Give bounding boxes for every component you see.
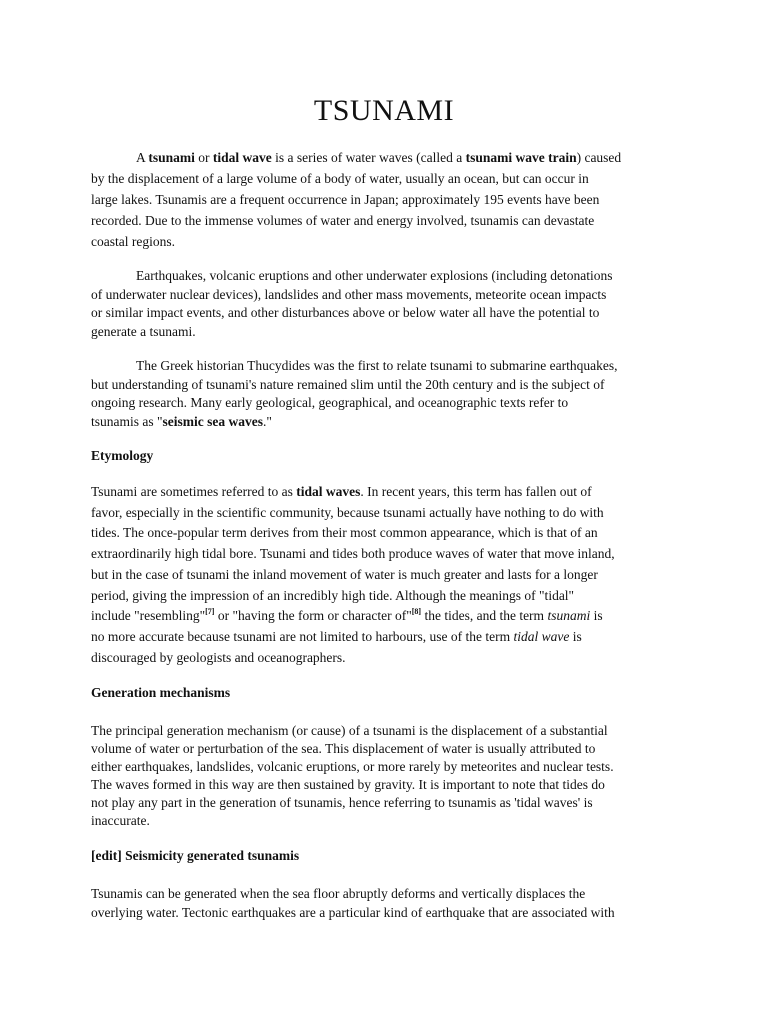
text-line: Earthquakes, volcanic eruptions and other underwater explosions (including detonations xyxy=(136,268,613,283)
text-line: period, giving the impression of an incredibly high tide. Although the meanings of "tidal" xyxy=(91,587,575,603)
page-title: TSUNAMI xyxy=(313,94,455,127)
intro-paragraph xyxy=(91,147,691,252)
section-heading-etymology: Etymology xyxy=(91,448,154,463)
text-line: or similar impact events, and other disturbances above or below water all have the potential to xyxy=(91,305,600,320)
text-line: either earthquakes, landslides, volcanic eruptions, or more rarely by meteorites and nuclear tests. xyxy=(91,759,614,774)
text-line: but in the case of tsunami the inland movement of water is much greater and lasts for a longer xyxy=(91,566,598,582)
etymology-paragraph xyxy=(91,482,691,668)
text-line: A tsunami or tidal wave is a series of water waves (called a tsunami wave train) caused xyxy=(136,150,622,165)
text-line: The principal generation mechanism (or cause) of a tsunami is the displacement of a substantial xyxy=(91,723,608,738)
text-line: large lakes. Tsunamis are a frequent occurrence in Japan; approximately 195 events have been xyxy=(91,192,600,207)
bold-term-wave-train: tsunami wave train xyxy=(465,150,577,165)
text-line: recorded. Due to the immense volumes of water and energy involved, tsunamis can devastate xyxy=(91,213,595,228)
text-line: no more accurate because tsunami are not limited to harbours, use of the term tidal wave is xyxy=(91,628,582,644)
bold-term-seismic-sea-waves: seismic sea waves xyxy=(162,413,263,429)
text-line: overlying water. Tectonic earthquakes are a particular kind of earthquake that are associated with xyxy=(91,905,615,920)
text-line: tides. The once-popular term derives from their most common appearance, which is that of an xyxy=(91,525,598,541)
seismicity-paragraph xyxy=(91,884,691,922)
text-line: The Greek historian Thucydides was the first to relate tsunami to submarine earthquakes, xyxy=(136,358,618,373)
text-line: inaccurate. xyxy=(91,813,150,828)
text-line: volume of water or perturbation of the sea. This displacement of water is usually attributed to xyxy=(91,741,596,756)
history-paragraph xyxy=(91,357,691,431)
text-line: The waves formed in this way are then sustained by gravity. It is important to note that tides do xyxy=(91,777,605,792)
text-line: Tsunami are sometimes referred to as tidal waves. In recent years, this term has fallen out of xyxy=(91,484,592,499)
text-line: by the displacement of a large volume of a body of water, usually an ocean, but can occur in xyxy=(91,171,589,186)
causes-paragraph xyxy=(91,267,691,341)
text-line: of underwater nuclear devices), landslides and other mass movements, meteorite ocean impacts xyxy=(91,286,607,302)
text-line: generate a tsunami. xyxy=(91,323,196,339)
text-line: coastal regions. xyxy=(91,234,175,249)
text-line: favor, especially in the scientific community, because tsunami actually have nothing to do with xyxy=(91,504,604,520)
bold-term-tidal-waves: tidal waves xyxy=(296,484,361,499)
citation-7[interactable]: [7] xyxy=(205,607,215,617)
text-line: discouraged by geologists and oceanographers. xyxy=(91,649,346,665)
generation-paragraph xyxy=(91,722,691,830)
italic-term-tsunami: tsunami xyxy=(547,608,591,624)
bold-term-tidal-wave: tidal wave xyxy=(212,150,272,165)
text-line: ongoing research. Many early geological, geographical, and oceanographic texts refer to xyxy=(91,395,569,410)
text-line: include "resembling"[7] or "having the form or character of"[8] the tides, and the term tsunami is xyxy=(91,607,603,624)
text-line: tsunamis as "seismic sea waves." xyxy=(91,413,272,429)
italic-term-tidal-wave: tidal wave xyxy=(513,628,570,644)
text-line: but understanding of tsunami's nature remained slim until the 20th century and is the subject of xyxy=(91,376,605,392)
citation-8[interactable]: [8] xyxy=(411,607,422,617)
text-line: not play any part in the generation of tsunamis, hence referring to tsunamis as 'tidal waves' is xyxy=(91,795,593,810)
bold-term-tsunami: tsunami xyxy=(148,150,195,165)
text-line: Tsunamis can be generated when the sea floor abruptly deforms and vertically displaces the xyxy=(91,886,586,901)
text-line: extraordinarily high tidal bore. Tsunami and tides both produce waves of water that move inland, xyxy=(91,546,615,562)
section-heading-seismicity: [edit] Seismicity generated tsunamis xyxy=(91,848,300,863)
section-heading-generation: Generation mechanisms xyxy=(91,685,231,700)
